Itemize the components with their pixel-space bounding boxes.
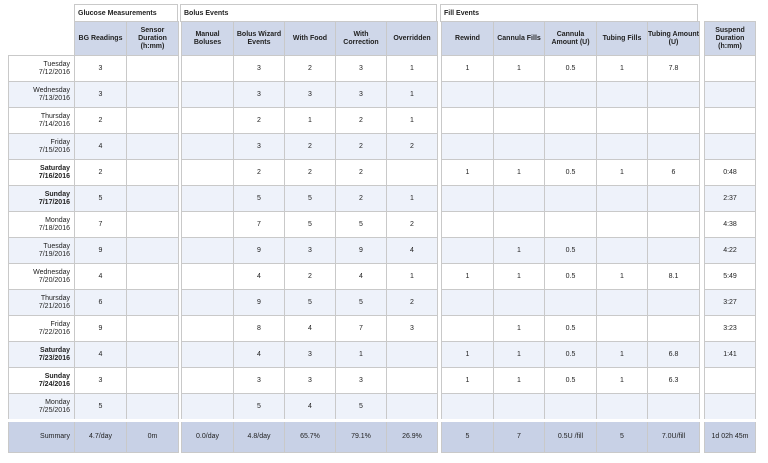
bolus-wizard-cell: 4 bbox=[234, 342, 285, 368]
with-correction-cell: 2 bbox=[336, 108, 387, 134]
suspend-duration-cell bbox=[705, 56, 756, 82]
table-row bbox=[9, 238, 756, 264]
summary-cannula-fills-cell: 7 bbox=[494, 421, 545, 453]
row-date-value: 7/20/2016 bbox=[38, 276, 70, 284]
row-date-value: 7/17/2016 bbox=[38, 198, 70, 206]
table-body bbox=[9, 56, 756, 453]
col-rewind: Rewind bbox=[442, 22, 494, 56]
with-food-cell: 2 bbox=[285, 56, 336, 82]
suspend-duration-cell bbox=[705, 82, 756, 108]
tubing-amount-cell bbox=[648, 394, 700, 421]
table-row bbox=[9, 134, 756, 160]
sensor-duration-cell bbox=[127, 160, 179, 186]
row-date-value: 7/14/2016 bbox=[38, 120, 70, 128]
row-date-value: 7/24/2016 bbox=[38, 380, 70, 388]
bolus-wizard-cell: 3 bbox=[234, 134, 285, 160]
row-day: Tuesday bbox=[43, 242, 70, 250]
tubing-fills-cell bbox=[597, 212, 648, 238]
tubing-fills-cell bbox=[597, 290, 648, 316]
suspend-duration-cell bbox=[705, 368, 756, 394]
bg-readings-cell: 9 bbox=[75, 238, 127, 264]
with-correction-cell: 7 bbox=[336, 316, 387, 342]
with-food-cell: 3 bbox=[285, 238, 336, 264]
cannula-amount-cell: 0.5 bbox=[545, 368, 597, 394]
with-correction-cell: 3 bbox=[336, 82, 387, 108]
bolus-wizard-cell: 3 bbox=[234, 82, 285, 108]
row-date bbox=[9, 212, 75, 238]
rewind-cell bbox=[442, 186, 494, 212]
summary-sensor-duration-cell: 0m bbox=[127, 421, 179, 453]
with-food-cell: 3 bbox=[285, 368, 336, 394]
col-bg-readings: BG Readings bbox=[75, 22, 127, 56]
row-date-value: 7/13/2016 bbox=[38, 94, 70, 102]
with-correction-cell: 1 bbox=[336, 342, 387, 368]
table-row bbox=[9, 316, 756, 342]
cannula-amount-cell: 0.5 bbox=[545, 56, 597, 82]
with-food-cell: 3 bbox=[285, 342, 336, 368]
row-date bbox=[9, 238, 75, 264]
table-row bbox=[9, 186, 756, 212]
tubing-amount-cell bbox=[648, 186, 700, 212]
bg-readings-cell: 4 bbox=[75, 264, 127, 290]
row-date bbox=[9, 394, 75, 421]
bolus-wizard-cell: 5 bbox=[234, 186, 285, 212]
rewind-cell bbox=[442, 134, 494, 160]
tubing-amount-cell bbox=[648, 290, 700, 316]
cannula-amount-cell: 0.5 bbox=[545, 316, 597, 342]
cannula-fills-cell: 1 bbox=[494, 342, 545, 368]
manual-boluses-cell bbox=[182, 108, 234, 134]
cannula-fills-cell bbox=[494, 394, 545, 421]
summary-overridden-cell: 26.9% bbox=[387, 421, 438, 453]
overridden-cell: 1 bbox=[387, 186, 438, 212]
tubing-fills-cell: 1 bbox=[597, 368, 648, 394]
row-day: Friday bbox=[50, 320, 70, 328]
col-manual-boluses: Manual Boluses bbox=[182, 22, 234, 56]
row-date bbox=[9, 264, 75, 290]
row-day: Saturday bbox=[40, 164, 70, 172]
cannula-fills-cell bbox=[494, 134, 545, 160]
col-sensor-duration: Sensor Duration (h:mm) bbox=[127, 22, 179, 56]
overridden-cell: 2 bbox=[387, 212, 438, 238]
overridden-cell bbox=[387, 368, 438, 394]
bg-readings-cell: 3 bbox=[75, 368, 127, 394]
overridden-cell: 1 bbox=[387, 82, 438, 108]
table-row bbox=[9, 394, 756, 421]
table-row bbox=[9, 290, 756, 316]
col-tubing-fills: Tubing Fills bbox=[597, 22, 648, 56]
with-food-cell: 4 bbox=[285, 316, 336, 342]
summary-with-correction-cell: 79.1% bbox=[336, 421, 387, 453]
tubing-amount-cell: 6.3 bbox=[648, 368, 700, 394]
cannula-fills-cell: 1 bbox=[494, 316, 545, 342]
tubing-amount-cell: 6 bbox=[648, 160, 700, 186]
sensor-duration-cell bbox=[127, 394, 179, 421]
tubing-amount-cell: 6.8 bbox=[648, 342, 700, 368]
manual-boluses-cell bbox=[182, 290, 234, 316]
tubing-amount-cell bbox=[648, 108, 700, 134]
bg-readings-cell: 5 bbox=[75, 186, 127, 212]
manual-boluses-cell bbox=[182, 342, 234, 368]
overridden-cell: 4 bbox=[387, 238, 438, 264]
bg-readings-cell: 2 bbox=[75, 108, 127, 134]
row-date-value: 7/16/2016 bbox=[38, 172, 70, 180]
cannula-fills-cell bbox=[494, 108, 545, 134]
summary-manual-boluses-cell: 0.0/day bbox=[182, 421, 234, 453]
overridden-cell bbox=[387, 160, 438, 186]
summary-bg-readings-cell: 4.7/day bbox=[75, 421, 127, 453]
with-food-cell: 5 bbox=[285, 212, 336, 238]
summary-with-food-cell: 65.7% bbox=[285, 421, 336, 453]
with-food-cell: 2 bbox=[285, 160, 336, 186]
tubing-amount-cell bbox=[648, 212, 700, 238]
tubing-fills-cell: 1 bbox=[597, 264, 648, 290]
rewind-cell bbox=[442, 212, 494, 238]
cannula-fills-cell bbox=[494, 82, 545, 108]
tubing-amount-cell: 8.1 bbox=[648, 264, 700, 290]
manual-boluses-cell bbox=[182, 212, 234, 238]
suspend-duration-cell: 4:38 bbox=[705, 212, 756, 238]
suspend-duration-cell: 4:22 bbox=[705, 238, 756, 264]
manual-boluses-cell bbox=[182, 316, 234, 342]
tubing-fills-cell: 1 bbox=[597, 56, 648, 82]
col-cannula-amount: Cannula Amount (U) bbox=[545, 22, 597, 56]
manual-boluses-cell bbox=[182, 394, 234, 421]
table-row bbox=[9, 56, 756, 82]
bg-readings-cell: 2 bbox=[75, 160, 127, 186]
tubing-amount-cell bbox=[648, 82, 700, 108]
summary-tubing-amount-cell: 7.0U/fill bbox=[648, 421, 700, 453]
sensor-duration-cell bbox=[127, 108, 179, 134]
with-food-cell: 1 bbox=[285, 108, 336, 134]
rewind-cell: 1 bbox=[442, 368, 494, 394]
col-with-correction: With Correction bbox=[336, 22, 387, 56]
bolus-wizard-cell: 9 bbox=[234, 290, 285, 316]
tubing-fills-cell: 1 bbox=[597, 342, 648, 368]
overridden-cell bbox=[387, 394, 438, 421]
row-date bbox=[9, 134, 75, 160]
row-date-value: 7/15/2016 bbox=[38, 146, 70, 154]
row-day: Sunday bbox=[44, 372, 70, 380]
manual-boluses-cell bbox=[182, 264, 234, 290]
rewind-cell: 1 bbox=[442, 342, 494, 368]
rewind-cell: 1 bbox=[442, 56, 494, 82]
rewind-cell bbox=[442, 290, 494, 316]
with-correction-cell: 2 bbox=[336, 134, 387, 160]
with-correction-cell: 3 bbox=[336, 368, 387, 394]
table-row bbox=[9, 108, 756, 134]
cannula-fills-cell bbox=[494, 290, 545, 316]
tubing-fills-cell: 1 bbox=[597, 160, 648, 186]
sensor-duration-cell bbox=[127, 134, 179, 160]
bg-readings-cell: 4 bbox=[75, 342, 127, 368]
cannula-amount-cell bbox=[545, 134, 597, 160]
col-bolus-wizard: Bolus Wizard Events bbox=[234, 22, 285, 56]
suspend-duration-cell: 3:23 bbox=[705, 316, 756, 342]
with-correction-cell: 3 bbox=[336, 56, 387, 82]
rewind-cell: 1 bbox=[442, 160, 494, 186]
tubing-amount-cell: 7.8 bbox=[648, 56, 700, 82]
cannula-fills-cell: 1 bbox=[494, 264, 545, 290]
with-correction-cell: 9 bbox=[336, 238, 387, 264]
manual-boluses-cell bbox=[182, 160, 234, 186]
with-food-cell: 5 bbox=[285, 290, 336, 316]
group-title-bolus: Bolus Events bbox=[180, 4, 437, 22]
tubing-fills-cell bbox=[597, 82, 648, 108]
cannula-amount-cell: 0.5 bbox=[545, 264, 597, 290]
bg-readings-cell: 7 bbox=[75, 212, 127, 238]
with-food-cell: 3 bbox=[285, 82, 336, 108]
cannula-fills-cell: 1 bbox=[494, 238, 545, 264]
table-row bbox=[9, 82, 756, 108]
cannula-amount-cell bbox=[545, 82, 597, 108]
overridden-cell: 1 bbox=[387, 264, 438, 290]
overridden-cell: 1 bbox=[387, 108, 438, 134]
suspend-duration-cell bbox=[705, 394, 756, 421]
with-food-cell: 2 bbox=[285, 264, 336, 290]
row-day: Thursday bbox=[40, 294, 70, 302]
bg-readings-cell: 6 bbox=[75, 290, 127, 316]
tubing-fills-cell bbox=[597, 108, 648, 134]
suspend-duration-cell: 0:48 bbox=[705, 160, 756, 186]
sensor-duration-cell bbox=[127, 186, 179, 212]
corner-cell bbox=[9, 22, 75, 56]
with-correction-cell: 5 bbox=[336, 212, 387, 238]
summary-row bbox=[9, 421, 756, 453]
sensor-duration-cell bbox=[127, 368, 179, 394]
cannula-amount-cell bbox=[545, 290, 597, 316]
row-date-value: 7/21/2016 bbox=[38, 302, 70, 310]
suspend-duration-cell: 2:37 bbox=[705, 186, 756, 212]
rewind-cell bbox=[442, 82, 494, 108]
col-cannula-fills: Cannula Fills bbox=[494, 22, 545, 56]
row-date bbox=[9, 290, 75, 316]
cannula-amount-cell bbox=[545, 212, 597, 238]
summary-bolus-wizard-cell: 4.8/day bbox=[234, 421, 285, 453]
cannula-amount-cell: 0.5 bbox=[545, 160, 597, 186]
table-row bbox=[9, 264, 756, 290]
bolus-wizard-cell: 3 bbox=[234, 368, 285, 394]
with-correction-cell: 5 bbox=[336, 290, 387, 316]
row-date bbox=[9, 342, 75, 368]
row-day: Tuesday bbox=[43, 60, 70, 68]
bg-readings-cell: 3 bbox=[75, 56, 127, 82]
sensor-duration-cell bbox=[127, 82, 179, 108]
summary-label: Summary bbox=[9, 421, 75, 453]
report-table bbox=[8, 21, 756, 453]
summary-suspend-duration-cell: 1d 02h 45m bbox=[705, 421, 756, 453]
rewind-cell: 1 bbox=[442, 264, 494, 290]
tubing-amount-cell bbox=[648, 134, 700, 160]
bolus-wizard-cell: 2 bbox=[234, 160, 285, 186]
cannula-amount-cell bbox=[545, 394, 597, 421]
row-day: Wednesday bbox=[33, 86, 70, 94]
cannula-fills-cell bbox=[494, 186, 545, 212]
summary-cannula-amount-cell: 0.5U /fill bbox=[545, 421, 597, 453]
suspend-duration-cell bbox=[705, 134, 756, 160]
row-day: Friday bbox=[50, 138, 70, 146]
sensor-duration-cell bbox=[127, 238, 179, 264]
row-day: Monday bbox=[45, 216, 70, 224]
bg-readings-cell: 3 bbox=[75, 82, 127, 108]
with-correction-cell: 2 bbox=[336, 186, 387, 212]
row-day: Sunday bbox=[44, 190, 70, 198]
manual-boluses-cell bbox=[182, 368, 234, 394]
row-date bbox=[9, 56, 75, 82]
cannula-amount-cell bbox=[545, 108, 597, 134]
group-title-fill: Fill Events bbox=[440, 4, 698, 22]
row-day: Saturday bbox=[40, 346, 70, 354]
header-row bbox=[9, 22, 756, 56]
row-date bbox=[9, 368, 75, 394]
row-date-value: 7/18/2016 bbox=[38, 224, 70, 232]
col-tubing-amount: Tubing Amount (U) bbox=[648, 22, 700, 56]
tubing-fills-cell bbox=[597, 238, 648, 264]
overridden-cell bbox=[387, 342, 438, 368]
suspend-duration-cell bbox=[705, 108, 756, 134]
sensor-duration-cell bbox=[127, 56, 179, 82]
overridden-cell: 2 bbox=[387, 134, 438, 160]
overridden-cell: 1 bbox=[387, 56, 438, 82]
sensor-duration-cell bbox=[127, 290, 179, 316]
manual-boluses-cell bbox=[182, 82, 234, 108]
table-row bbox=[9, 212, 756, 238]
overridden-cell: 3 bbox=[387, 316, 438, 342]
tubing-fills-cell bbox=[597, 134, 648, 160]
bg-readings-cell: 9 bbox=[75, 316, 127, 342]
tubing-fills-cell bbox=[597, 394, 648, 421]
with-food-cell: 5 bbox=[285, 186, 336, 212]
summary-tubing-fills-cell: 5 bbox=[597, 421, 648, 453]
cannula-amount-cell: 0.5 bbox=[545, 238, 597, 264]
table-row bbox=[9, 160, 756, 186]
bolus-wizard-cell: 7 bbox=[234, 212, 285, 238]
row-day: Monday bbox=[45, 398, 70, 406]
row-date-value: 7/12/2016 bbox=[38, 68, 70, 76]
group-title-glucose: Glucose Measurements bbox=[74, 4, 178, 22]
bolus-wizard-cell: 5 bbox=[234, 394, 285, 421]
sensor-duration-cell bbox=[127, 264, 179, 290]
tubing-fills-cell bbox=[597, 316, 648, 342]
cannula-fills-cell: 1 bbox=[494, 368, 545, 394]
cannula-fills-cell: 1 bbox=[494, 56, 545, 82]
cannula-fills-cell bbox=[494, 212, 545, 238]
row-date bbox=[9, 82, 75, 108]
rewind-cell bbox=[442, 238, 494, 264]
bolus-wizard-cell: 4 bbox=[234, 264, 285, 290]
tubing-amount-cell bbox=[648, 316, 700, 342]
bg-readings-cell: 4 bbox=[75, 134, 127, 160]
manual-boluses-cell bbox=[182, 56, 234, 82]
row-date-value: 7/25/2016 bbox=[38, 406, 70, 414]
rewind-cell bbox=[442, 394, 494, 421]
row-day: Wednesday bbox=[33, 268, 70, 276]
bg-readings-cell: 5 bbox=[75, 394, 127, 421]
summary-rewind-cell: 5 bbox=[442, 421, 494, 453]
sensor-duration-cell bbox=[127, 212, 179, 238]
bolus-wizard-cell: 9 bbox=[234, 238, 285, 264]
with-food-cell: 2 bbox=[285, 134, 336, 160]
row-date-value: 7/22/2016 bbox=[38, 328, 70, 336]
rewind-cell bbox=[442, 108, 494, 134]
rewind-cell bbox=[442, 316, 494, 342]
cannula-fills-cell: 1 bbox=[494, 160, 545, 186]
row-day: Thursday bbox=[40, 112, 70, 120]
bolus-wizard-cell: 3 bbox=[234, 56, 285, 82]
tubing-amount-cell bbox=[648, 238, 700, 264]
cannula-amount-cell: 0.5 bbox=[545, 342, 597, 368]
row-date bbox=[9, 160, 75, 186]
with-correction-cell: 4 bbox=[336, 264, 387, 290]
col-suspend-duration: Suspend Duration (h:mm) bbox=[705, 22, 756, 56]
row-date bbox=[9, 186, 75, 212]
table-row bbox=[9, 342, 756, 368]
cannula-amount-cell bbox=[545, 186, 597, 212]
row-date bbox=[9, 316, 75, 342]
bolus-wizard-cell: 2 bbox=[234, 108, 285, 134]
with-correction-cell: 5 bbox=[336, 394, 387, 421]
with-food-cell: 4 bbox=[285, 394, 336, 421]
row-date-value: 7/23/2016 bbox=[38, 354, 70, 362]
row-date-value: 7/19/2016 bbox=[38, 250, 70, 258]
suspend-duration-cell: 3:27 bbox=[705, 290, 756, 316]
col-overridden: Overridden bbox=[387, 22, 438, 56]
table-row bbox=[9, 368, 756, 394]
sensor-duration-cell bbox=[127, 316, 179, 342]
tubing-fills-cell bbox=[597, 186, 648, 212]
sensor-duration-cell bbox=[127, 342, 179, 368]
overridden-cell: 2 bbox=[387, 290, 438, 316]
manual-boluses-cell bbox=[182, 238, 234, 264]
with-correction-cell: 2 bbox=[336, 160, 387, 186]
suspend-duration-cell: 1:41 bbox=[705, 342, 756, 368]
manual-boluses-cell bbox=[182, 186, 234, 212]
bolus-wizard-cell: 8 bbox=[234, 316, 285, 342]
col-with-food: With Food bbox=[285, 22, 336, 56]
row-date bbox=[9, 108, 75, 134]
manual-boluses-cell bbox=[182, 134, 234, 160]
suspend-duration-cell: 5:49 bbox=[705, 264, 756, 290]
